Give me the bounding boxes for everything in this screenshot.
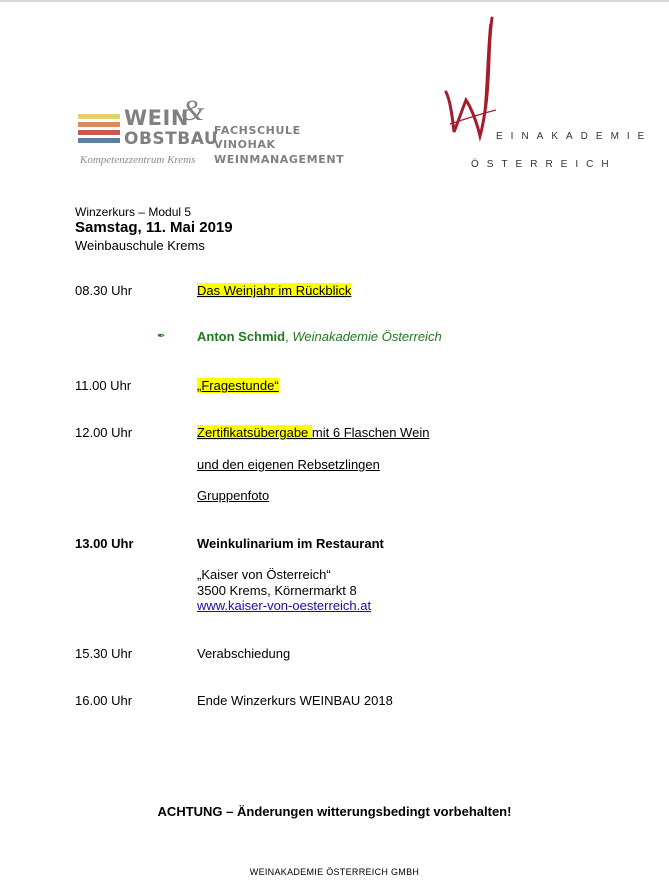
session-verabschiedung: Verabschiedung	[197, 646, 291, 661]
session-weinkulinarium: Weinkulinarium im Restaurant	[197, 536, 384, 551]
logo-weinmanagement: WEINMANAGEMENT	[214, 153, 345, 166]
zertifikat-highlight: Zertifikatsübergabe	[197, 425, 312, 440]
session-ende: Ende Winzerkurs WEINBAU 2018	[197, 693, 393, 708]
restaurant-address: 3500 Krems, Körnermarkt 8	[197, 583, 357, 598]
course-label: Winzerkurs – Modul 5	[75, 205, 192, 219]
time-1300: 13.00 Uhr	[75, 536, 134, 551]
top-border	[0, 0, 669, 2]
restaurant-name: „Kaiser von Österreich“	[197, 567, 331, 582]
event-location: Weinbauschule Krems	[75, 238, 205, 253]
session-title	[197, 283, 351, 298]
speaker-bullet-icon: ✒	[157, 331, 166, 342]
time-1530: 15.30 Uhr	[75, 646, 133, 661]
time-1600: 16.00 Uhr	[75, 693, 133, 708]
weinakademie-w-mark	[440, 14, 500, 144]
logo-vinohak: VINOHAK	[214, 138, 276, 151]
logo-einakademie: EINAKADEMIE	[496, 131, 653, 142]
speaker-sep: ,	[285, 329, 289, 344]
speaker-line	[197, 329, 442, 344]
logo-wein: WEIN	[124, 106, 189, 130]
session-zertifikat	[197, 425, 429, 440]
time-1200: 12.00 Uhr	[75, 425, 133, 440]
session-weinjahr: Das Weinjahr im Rückblick	[197, 283, 352, 298]
restaurant-website-link[interactable]: www.kaiser-von-oesterreich.at	[197, 598, 372, 613]
zertifikat-rest: mit 6 Flaschen Wein	[311, 425, 430, 440]
footer-company: WEINAKADEMIE ÖSTERREICH GMBH	[249, 867, 420, 877]
logo-tagline: Kompetenzzentrum Krems	[80, 154, 196, 166]
session-gruppenfoto: Gruppenfoto	[197, 488, 270, 503]
session-rebsetzlinge: und den eigenen Rebsetzlingen	[197, 457, 380, 472]
logo-stripes	[78, 114, 120, 146]
weather-notice: ACHTUNG – Änderungen witterungsbedingt vorbehalten!	[157, 804, 512, 819]
session-fragestunde-wrap	[197, 378, 279, 393]
session-fragestunde: „Fragestunde“	[197, 378, 279, 393]
logo-ampersand: &	[181, 94, 205, 127]
event-date: Samstag, 11. Mai 2019	[75, 219, 233, 236]
logo-fachschule: FACHSCHULE	[214, 124, 301, 137]
logo-oesterreich: ÖSTERREICH	[471, 159, 617, 170]
logo-obstbau: OBSTBAU	[124, 129, 219, 149]
time-0830: 08.30 Uhr	[75, 283, 133, 298]
speaker-name: Anton Schmid	[197, 329, 286, 344]
time-1100: 11.00 Uhr	[75, 378, 132, 393]
speaker-org: Weinakademie Österreich	[288, 329, 442, 344]
